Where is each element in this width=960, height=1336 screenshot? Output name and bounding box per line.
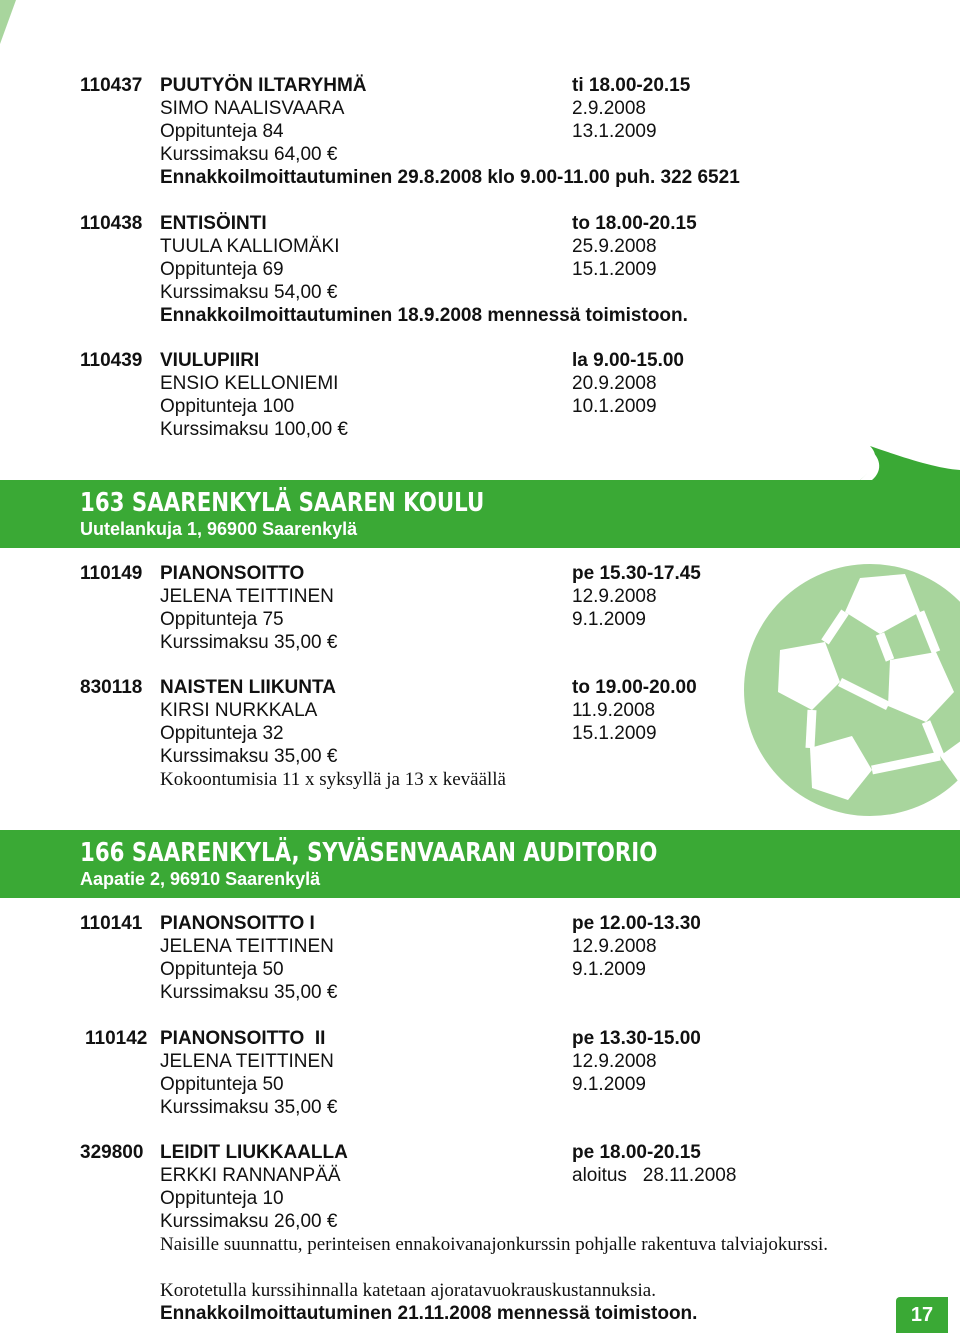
course-lessons: Oppitunteja 100 (160, 396, 295, 417)
course-fee: Kurssimaksu 35,00 € (160, 1097, 338, 1118)
course-note: Kokoontumisia 11 x syksyllä ja 13 x keväällä (160, 769, 506, 790)
course-code: 110141 (80, 913, 143, 934)
course-830118 (0, 676, 900, 791)
course-teacher: JELENA TEITTINEN (160, 1051, 334, 1072)
section-address: Aapatie 2, 96910 Saarenkylä (80, 869, 321, 889)
course-schedule: to 19.00-20.00 (572, 677, 697, 698)
section-header-163 (0, 480, 960, 548)
course-schedule: la 9.00-15.00 (572, 350, 684, 371)
course-name: VIULUPIIRI (160, 350, 260, 371)
course-teacher: ENSIO KELLONIEMI (160, 373, 339, 394)
course-lessons: Oppitunteja 32 (160, 723, 284, 744)
course-start-date: 12.9.2008 (572, 1051, 657, 1072)
course-name: PIANONSOITTO II (160, 1028, 326, 1049)
course-110438 (0, 212, 900, 327)
course-schedule: ti 18.00-20.15 (572, 75, 691, 96)
course-110142 (0, 1027, 900, 1119)
course-registration: Ennakkoilmoittautuminen 29.8.2008 klo 9.00-11.00 puh. 322 6521 (160, 167, 740, 188)
course-329800 (0, 1141, 900, 1233)
course-lessons: Oppitunteja 75 (160, 609, 284, 630)
course-start-date: 25.9.2008 (572, 236, 657, 257)
course-code: 110149 (80, 563, 143, 584)
course-end-date: 9.1.2009 (572, 959, 646, 980)
course-110149 (0, 562, 900, 654)
course-start-date: 20.9.2008 (572, 373, 657, 394)
course-110439 (0, 349, 900, 441)
section-header-166 (0, 830, 960, 898)
course-end-date: 9.1.2009 (572, 609, 646, 630)
course-schedule: pe 12.00-13.30 (572, 913, 701, 934)
course-fee: Kurssimaksu 64,00 € (160, 144, 338, 165)
course-teacher: SIMO NAALISVAARA (160, 98, 345, 119)
section-address: Uutelankuja 1, 96900 Saarenkylä (80, 519, 358, 539)
course-code: 329800 (80, 1142, 144, 1163)
course-code: 110142 (85, 1028, 148, 1049)
course-teacher: KIRSI NURKKALA (160, 700, 318, 721)
course-schedule: pe 18.00-20.15 (572, 1142, 701, 1163)
course-registration: Ennakkoilmoittautuminen 18.9.2008 mennessä toimistoon. (160, 305, 688, 326)
course-start-date: 12.9.2008 (572, 586, 657, 607)
course-fee: Kurssimaksu 35,00 € (160, 632, 338, 653)
course-end-date: 15.1.2009 (572, 259, 657, 280)
section-title: 163 SAARENKYLÄ SAAREN KOULU (80, 488, 485, 518)
course-fee: Kurssimaksu 26,00 € (160, 1211, 338, 1232)
course-fee: Kurssimaksu 35,00 € (160, 746, 338, 767)
section-title: 166 SAARENKYLÄ, SYVÄSENVAARAN AUDITORIO (80, 838, 658, 868)
course-code: 110439 (80, 350, 143, 371)
course-name: NAISTEN LIIKUNTA (160, 677, 336, 698)
course-start-date: 12.9.2008 (572, 936, 657, 957)
course-name: PUUTYÖN ILTARYHMÄ (160, 75, 367, 96)
course-teacher: JELENA TEITTINEN (160, 586, 334, 607)
course-name: PIANONSOITTO I (160, 913, 315, 934)
course-registration: Ennakkoilmoittautuminen 21.11.2008 mennessä toimistoon. (160, 1303, 698, 1324)
course-name: PIANONSOITTO (160, 563, 305, 584)
course-lessons: Oppitunteja 10 (160, 1188, 284, 1209)
course-end-date: 13.1.2009 (572, 121, 657, 142)
course-end-date: 10.1.2009 (572, 396, 657, 417)
course-110141 (0, 912, 900, 1004)
course-code: 110437 (80, 75, 143, 96)
course-schedule: to 18.00-20.15 (572, 213, 697, 234)
course-code: 830118 (80, 677, 143, 698)
course-name: LEIDIT LIUKKAALLA (160, 1142, 348, 1163)
course-teacher: ERKKI RANNANPÄÄ (160, 1165, 341, 1186)
course-lessons: Oppitunteja 69 (160, 259, 284, 280)
course-start-date: 2.9.2008 (572, 98, 646, 119)
course-schedule: pe 15.30-17.45 (572, 563, 701, 584)
course-fee: Kurssimaksu 35,00 € (160, 982, 338, 1003)
course-teacher: TUULA KALLIOMÄKI (160, 236, 340, 257)
course-note-secondary: Korotetulla kurssihinnalla katetaan ajoratavuokrauskustannuksia. (160, 1280, 656, 1301)
course-teacher: JELENA TEITTINEN (160, 936, 334, 957)
course-fee: Kurssimaksu 54,00 € (160, 282, 338, 303)
course-lessons: Oppitunteja 50 (160, 959, 284, 980)
course-note: Naisille suunnattu, perinteisen ennakoivanajonkurssin pohjalle rakentuva talviajokurssi. (160, 1234, 829, 1255)
corner-stroke-decoration (0, 0, 30, 50)
course-fee: Kurssimaksu 100,00 € (160, 419, 348, 440)
course-name: ENTISÖINTI (160, 213, 267, 234)
course-start-date: aloitus 28.11.2008 (572, 1165, 737, 1186)
course-lessons: Oppitunteja 50 (160, 1074, 284, 1095)
course-end-date: 15.1.2009 (572, 723, 657, 744)
course-lessons: Oppitunteja 84 (160, 121, 284, 142)
page-number: 17 (896, 1297, 948, 1333)
course-start-date: 11.9.2008 (572, 700, 656, 721)
course-110437 (0, 74, 900, 189)
course-code: 110438 (80, 213, 143, 234)
course-end-date: 9.1.2009 (572, 1074, 646, 1095)
course-schedule: pe 13.30-15.00 (572, 1028, 701, 1049)
